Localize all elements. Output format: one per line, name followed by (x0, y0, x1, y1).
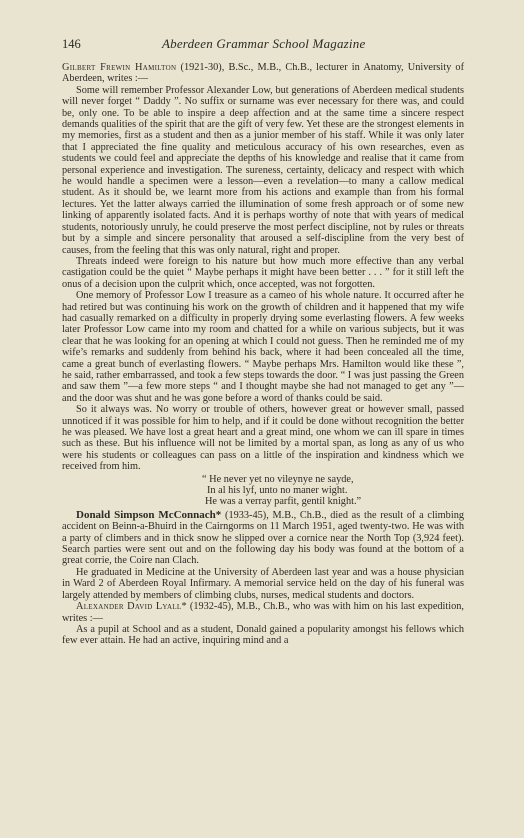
author-details-lyall: (1932-45), M.B., Ch.B., who was with him on his last expedition, writes :— (62, 601, 464, 624)
mcconnach-obituary (62, 510, 464, 567)
verse-line-3: He was a verray parfit, gentil knight.” (205, 496, 362, 508)
author-details-hamilton: (1921-30), B.Sc., M.B., Ch.B., lecturer in Anatomy, University of Aberdeen, writes :— (62, 62, 464, 85)
verse-quotation (62, 474, 464, 508)
author-name-hamilton: Gilbert Frewin Hamilton (62, 62, 177, 73)
journal-title: Aberdeen Grammar School Magazine (162, 36, 366, 51)
paragraph-1: Some will remember Professor Alexander Low, but generations of Aberdeen medical students will never forget “ Daddy ”. No suffix or surname was ever necessary for there was, and could be, only one. To be able to inspire a deep affection and at the same time a sincere respect demands qualities of the spirit that are the gift of very few. Yet these are the strongest elements in my memories, first as a student and then as a junior member of his staff. While it was only later that I appreciated the fine quality and meticulous accuracy of his own researches, even as students we could feel and appreciate the depths of his knowledge and realise that it came from personal experience and investigation. The sureness, certainty, delicacy and respect with which he would handle a specimen were a lesson—even a revelation—to many a callow medical student. As it should be, we learnt more from his actions and example than from his formal lectures. Yet the latter always carried the illumination of some fresh approach or of some new linking of apparently isolated facts. And it is perhaps worthy of note that with years of medical students, notoriously unruly, he could preserve the most perfect discipline, not by rules or threats but by a simple and sincere personality that aroused a self-discipline from the very best of causes, from the feeling that this was only natural, right and proper. (62, 84, 464, 256)
verse-line-2: In al his lyf, unto no maner wight. (207, 485, 348, 497)
verse-line-1: “ He never yet no vileynye ne sayde, (202, 473, 354, 485)
paragraph-2: Threats indeed were foreign to his nature but how much more effective than any verbal castigation could be the quiet “ Maybe perhaps it might have been better . . . ” for it still left the onus of a decision upon the culprit which, once accepted, was not forgotten. (62, 255, 464, 290)
paragraph-final: As a pupil at School and as a student, Donald gained a popularity amongst his fellows which few ever attain. He had an active, inquiring mind and a (62, 623, 464, 647)
author-name-lyall: Alexander David Lyall* (76, 601, 187, 613)
hamilton-intro (62, 62, 464, 85)
article-body (62, 62, 464, 647)
running-head (62, 36, 464, 56)
paragraph-3: One memory of Professor Low I treasure as a cameo of his whole nature. It occurred after he had retired but was continuing his work on the growth of children and it happened that my wife had casually remarked on a difficulty in properly drying some everlasting flowers. A few weeks later Professor Low came into my room and chatted for a while on various subjects, but it was clear that he was looking for an opening at which I could not guess. Then he reminded me of my wife’s remarks and suddenly from behind his back, where it had been concealed all the time, came a great bunch of everlasting flowers. “ Maybe perhaps Mrs. Hamilton would like these ”, he said, rather embarrassed, and took a few steps towards the door. “ I was just passing the Green and saw them ”—a few more steps “ and I thought maybe she had not managed to get any ”—and the door was shut and he was gone before a word of thanks could be said. (62, 290, 464, 404)
lyall-intro (62, 601, 464, 624)
obituary-name-mcconnach: Donald Simpson McConnach* (76, 508, 222, 521)
page-number: 146 (62, 37, 81, 51)
paragraph-graduated: He graduated in Medicine at the University of Aberdeen last year and was a house physician in Ward 2 of Aberdeen Royal Infirmary. A memorial service held on the day of his funeral was largely attended by members of climbing clubs, nurses, medical students and doctors. (62, 566, 464, 601)
paragraph-4: So it always was. No worry or trouble of others, however great or however small, passed unnoticed if it was possible for him to help, and if it could be done without recognition the better he was pleased. We have lost a great heart and a great mind, one whom we can ill spare in times such as these. But his influence will not be limited by a mortal span, as long as any of us who were his students or colleagues can pass on a little of the inspiration and kindness which we received from him. (62, 404, 464, 473)
obituary-text-mcconnach: (1933-45), M.B., Ch.B., died as the result of a climbing accident on Beinn-a-Bhuird in the Cairngorms on 11 March 1951, aged twenty-two. He was with a party of climbers and in thick snow he slipped over a cornice near the North Top (3,924 feet). Search parties were sent out and on the following day his body was found at the bottom of a great corrie, the Coire nan Clach. (62, 509, 464, 567)
